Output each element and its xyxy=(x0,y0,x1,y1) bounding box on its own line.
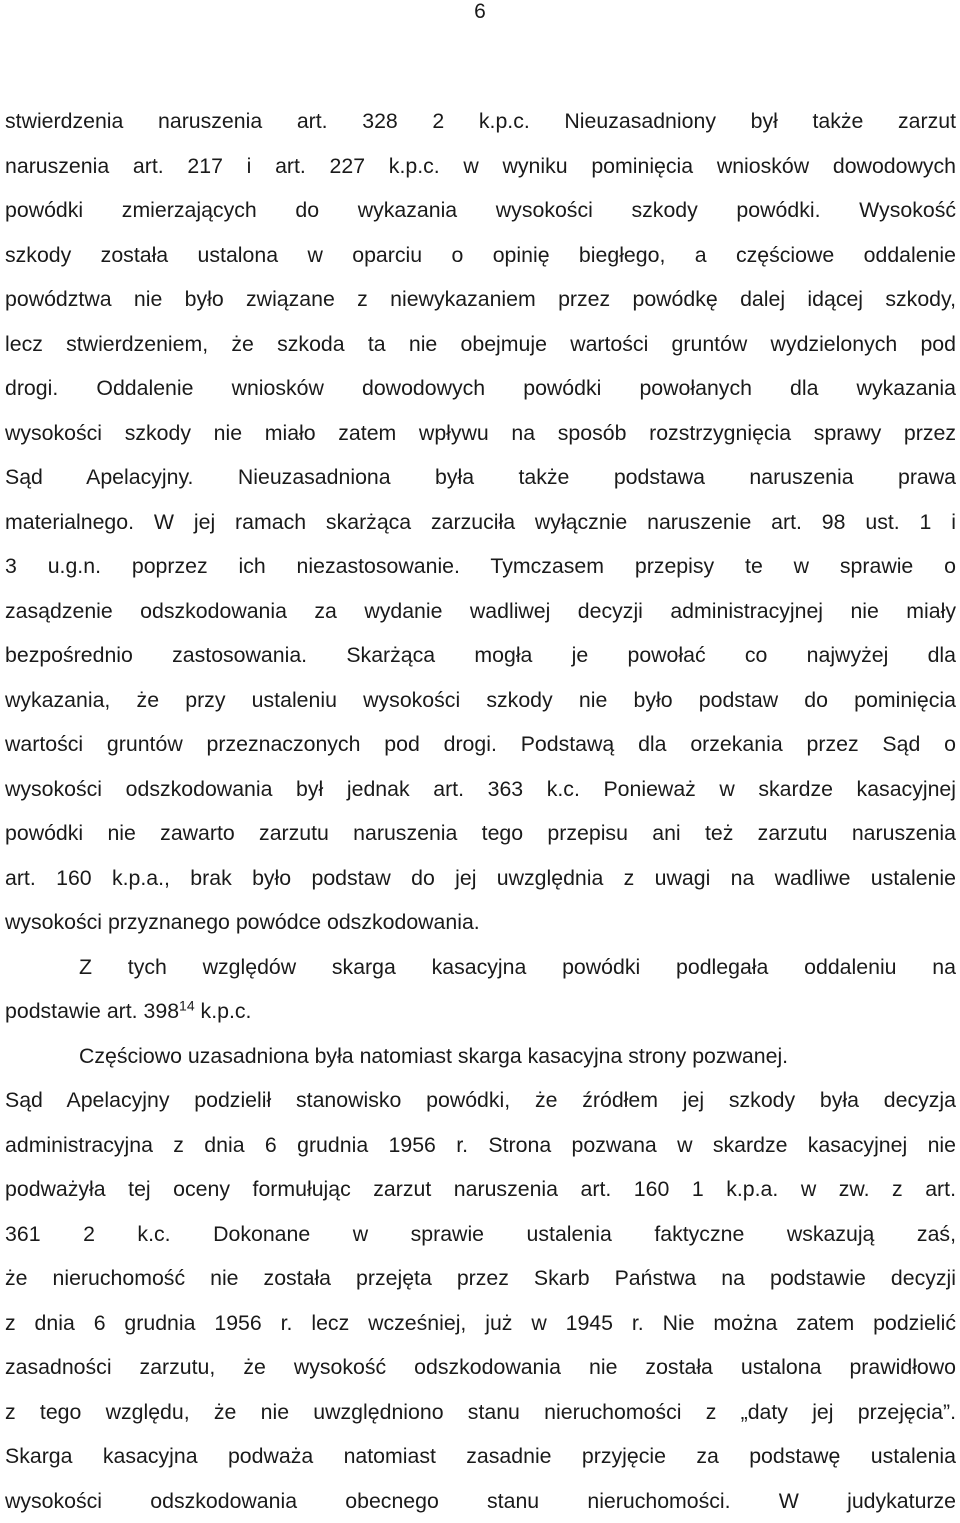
text-line: 361 2 k.c. Dokonane w sprawie ustalenia faktyczne wskazują zaś, xyxy=(5,1212,956,1257)
text-line: wysokości szkody nie miało zatem wpływu na sposób rozstrzygnięcia sprawy przez xyxy=(5,411,956,456)
text-line: powództwa nie było związane z niewykazaniem przez powódkę dalej idącej szkody, xyxy=(5,277,956,322)
text-line: Sąd Apelacyjny. Nieuzasadniona była także podstawa naruszenia prawa xyxy=(5,455,956,500)
text-line: materialnego. W jej ramach skarżąca zarzuciła wyłącznie naruszenie art. 98 ust. 1 i xyxy=(5,500,956,545)
text-line: zasadności zarzutu, że wysokość odszkodowania nie została ustalona prawidłowo xyxy=(5,1345,956,1390)
text-line: zasądzenie odszkodowania za wydanie wadliwej decyzji administracyjnej nie miały xyxy=(5,589,956,634)
text-line: podważyła tej oceny formułując zarzut naruszenia art. 160 1 k.p.a. w zw. z art. xyxy=(5,1167,956,1212)
text-line: powódki nie zawarto zarzutu naruszenia tego przepisu ani też zarzutu naruszenia xyxy=(5,811,956,856)
document-body xyxy=(5,99,956,1523)
text-line: że nieruchomość nie została przejęta przez Skarb Państwa na podstawie decyzji xyxy=(5,1256,956,1301)
text-line xyxy=(5,989,956,1034)
text-line: wysokości przyznanego powódce odszkodowania. xyxy=(5,900,956,945)
text-line: lecz stwierdzeniem, że szkoda ta nie obejmuje wartości gruntów wydzielonych pod xyxy=(5,322,956,367)
page-number: 6 xyxy=(0,0,960,24)
text-line: naruszenia art. 217 i art. 227 k.p.c. w wyniku pominięcia wniosków dowodowych xyxy=(5,144,956,189)
text-line: Sąd Apelacyjny podzielił stanowisko powódki, że źródłem jej szkody była decyzja xyxy=(5,1078,956,1123)
text-line: bezpośrednio zastosowania. Skarżąca mogła je powołać co najwyżej dla xyxy=(5,633,956,678)
text-line: 3 u.g.n. poprzez ich niezastosowanie. Tymczasem przepisy te w sprawie o xyxy=(5,544,956,589)
text-line: drogi. Oddalenie wniosków dowodowych powódki powołanych dla wykazania xyxy=(5,366,956,411)
text-segment: k.p.c. xyxy=(195,999,252,1023)
text-line: z dnia 6 grudnia 1956 r. lecz wcześniej, już w 1945 r. Nie można zatem podzielić xyxy=(5,1301,956,1346)
text-line: wykazania, że przy ustaleniu wysokości szkody nie było podstaw do pominięcia xyxy=(5,678,956,723)
text-line: art. 160 k.p.a., brak było podstaw do jej uwzględnia z uwagi na wadliwe ustalenie xyxy=(5,856,956,901)
paragraph-first-line: Częściowo uzasadniona była natomiast skarga kasacyjna strony pozwanej. xyxy=(5,1034,956,1079)
superscript: 14 xyxy=(179,997,195,1013)
text-line: stwierdzenia naruszenia art. 328 2 k.p.c. Nieuzasadniony był także zarzut xyxy=(5,99,956,144)
text-segment: podstawie art. 398 xyxy=(5,999,179,1023)
text-line: wartości gruntów przeznaczonych pod drogi. Podstawą dla orzekania przez Sąd o xyxy=(5,722,956,767)
text-line: szkody została ustalona w oparciu o opinię biegłego, a częściowe oddalenie xyxy=(5,233,956,278)
text-line: wysokości odszkodowania był jednak art. 363 k.c. Ponieważ w skardze kasacyjnej xyxy=(5,767,956,812)
text-line: z tego względu, że nie uwzględniono stanu nieruchomości z „daty jej przejęcia”. xyxy=(5,1390,956,1435)
text-line: Skarga kasacyjna podważa natomiast zasadnie przyjęcie za podstawę ustalenia xyxy=(5,1434,956,1479)
paragraph-first-line: Z tych względów skarga kasacyjna powódki podlegała oddaleniu na xyxy=(5,945,956,990)
text-line: powódki zmierzających do wykazania wysokości szkody powódki. Wysokość xyxy=(5,188,956,233)
text-line: administracyjna z dnia 6 grudnia 1956 r. Strona pozwana w skardze kasacyjnej nie xyxy=(5,1123,956,1168)
text-line: wysokości odszkodowania obecnego stanu nieruchomości. W judykaturze xyxy=(5,1479,956,1523)
